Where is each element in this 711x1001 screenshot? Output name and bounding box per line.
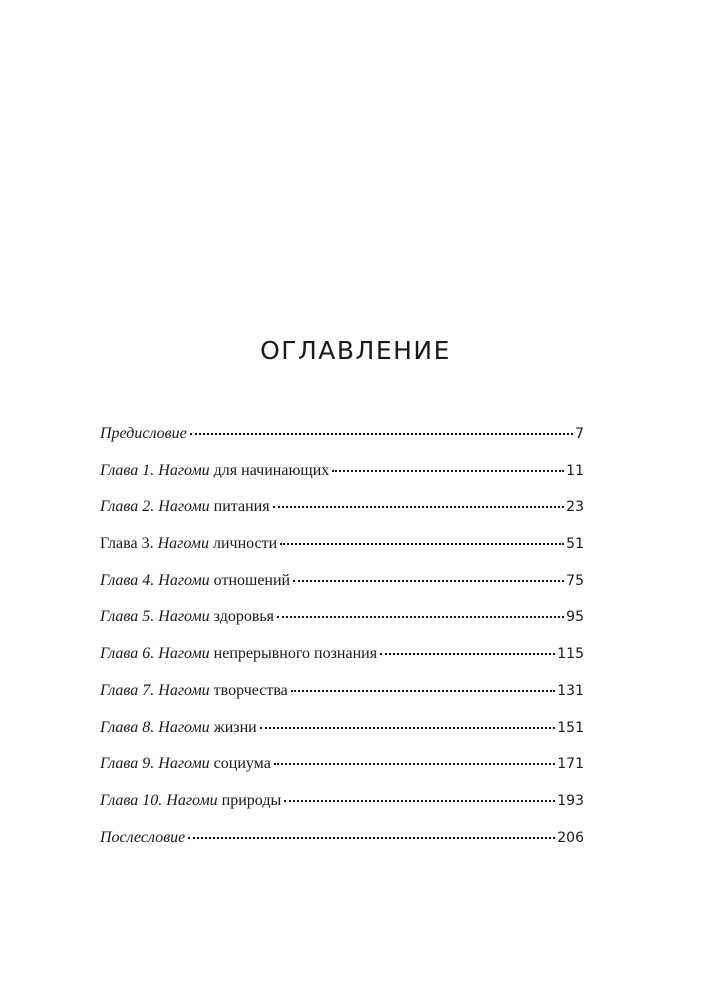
toc-entry-label [100, 572, 290, 590]
toc-entry-chapter-7[interactable] [100, 682, 584, 719]
toc-page-number: 7 [575, 426, 584, 442]
toc-entry-subtitle: питания [209, 498, 270, 516]
toc-entry-title: Глава 6. Нагоми [100, 645, 210, 663]
toc-page-number: 115 [557, 646, 584, 663]
toc-entry-chapter-4[interactable] [100, 572, 584, 609]
toc-entry-chapter-5[interactable] [100, 608, 584, 645]
toc-entry-title: Глава 4. Нагоми [100, 571, 210, 589]
toc-leader-dots [273, 506, 565, 508]
toc-entry-label [100, 425, 187, 443]
toc-entry-label [100, 608, 274, 626]
toc-entry-title: Глава 9. Нагоми [100, 755, 210, 773]
toc-leader-dots [380, 653, 555, 655]
toc-entry-label [100, 645, 377, 663]
toc-entry-title: Глава 2. Нагоми [100, 498, 210, 516]
toc-leader-dots [284, 800, 555, 802]
toc-entry-subtitle: социума [209, 755, 271, 773]
toc-page-number: 23 [566, 499, 584, 516]
toc-entry-subtitle: жизни [209, 718, 257, 736]
toc-page-number: 51 [566, 536, 584, 553]
toc-entry-title: Глава 8. Нагоми [100, 718, 210, 736]
toc-leader-dots [188, 837, 555, 839]
toc-entry-title: Глава 10. Нагоми [100, 791, 218, 809]
table-of-contents [100, 425, 584, 865]
toc-entry-title: Послесловие [100, 828, 186, 846]
toc-entry-title: Глава 7. Нагоми [100, 681, 210, 699]
toc-entry-label [100, 462, 329, 480]
toc-leader-dots [277, 616, 564, 618]
page-title: ОГЛАВЛЕНИЕ [260, 336, 451, 365]
toc-leader-dots [260, 727, 556, 729]
toc-leader-dots [332, 470, 564, 472]
toc-entry-chapter-3[interactable] [100, 535, 584, 572]
toc-leader-dots [291, 690, 555, 692]
toc-page-number: 11 [566, 462, 584, 479]
toc-leader-dots [190, 433, 573, 435]
toc-entry-title: Предисловие [100, 425, 187, 442]
toc-entry-subtitle: личности [208, 535, 278, 553]
toc-entry-subtitle: отношений [209, 571, 291, 589]
toc-page-number: 131 [557, 682, 584, 699]
toc-entry-chapter-number: Глава 3. [100, 535, 158, 553]
toc-entry-label [100, 535, 277, 553]
toc-entry-subtitle: непрерывного познания [209, 645, 378, 663]
toc-leader-dots [280, 543, 564, 545]
toc-entry-chapter-8[interactable] [100, 719, 584, 756]
toc-page-number: 193 [557, 792, 584, 809]
toc-entry-title: Нагоми [157, 535, 209, 553]
toc-page-number: 95 [566, 609, 584, 626]
toc-leader-dots [274, 763, 555, 765]
toc-entry-subtitle: для начинающих [209, 461, 330, 479]
toc-entry-label [100, 498, 270, 516]
toc-entry-chapter-10[interactable] [100, 792, 584, 829]
toc-entry-chapter-6[interactable] [100, 645, 584, 682]
toc-page-number: 151 [557, 719, 584, 736]
toc-entry-label [100, 755, 271, 773]
toc-entry-title: Глава 5. Нагоми [100, 608, 210, 626]
toc-page-number: 171 [557, 756, 584, 773]
toc-entry-preface[interactable] [100, 425, 584, 462]
toc-entry-label [100, 829, 185, 847]
toc-entry-subtitle: творчества [209, 681, 288, 699]
toc-page-number: 75 [566, 572, 584, 589]
toc-entry-title: Глава 1. Нагоми [100, 461, 210, 479]
toc-leader-dots [293, 580, 564, 582]
toc-entry-chapter-1[interactable] [100, 462, 584, 499]
toc-entry-afterword[interactable] [100, 829, 584, 866]
toc-entry-label [100, 792, 281, 810]
toc-entry-chapter-2[interactable] [100, 498, 584, 535]
toc-entry-label [100, 682, 288, 700]
toc-entry-subtitle: здоровья [209, 608, 275, 626]
toc-page-number: 206 [557, 829, 584, 846]
toc-entry-chapter-9[interactable] [100, 755, 584, 792]
toc-entry-subtitle: природы [217, 791, 282, 809]
toc-entry-label [100, 719, 257, 737]
